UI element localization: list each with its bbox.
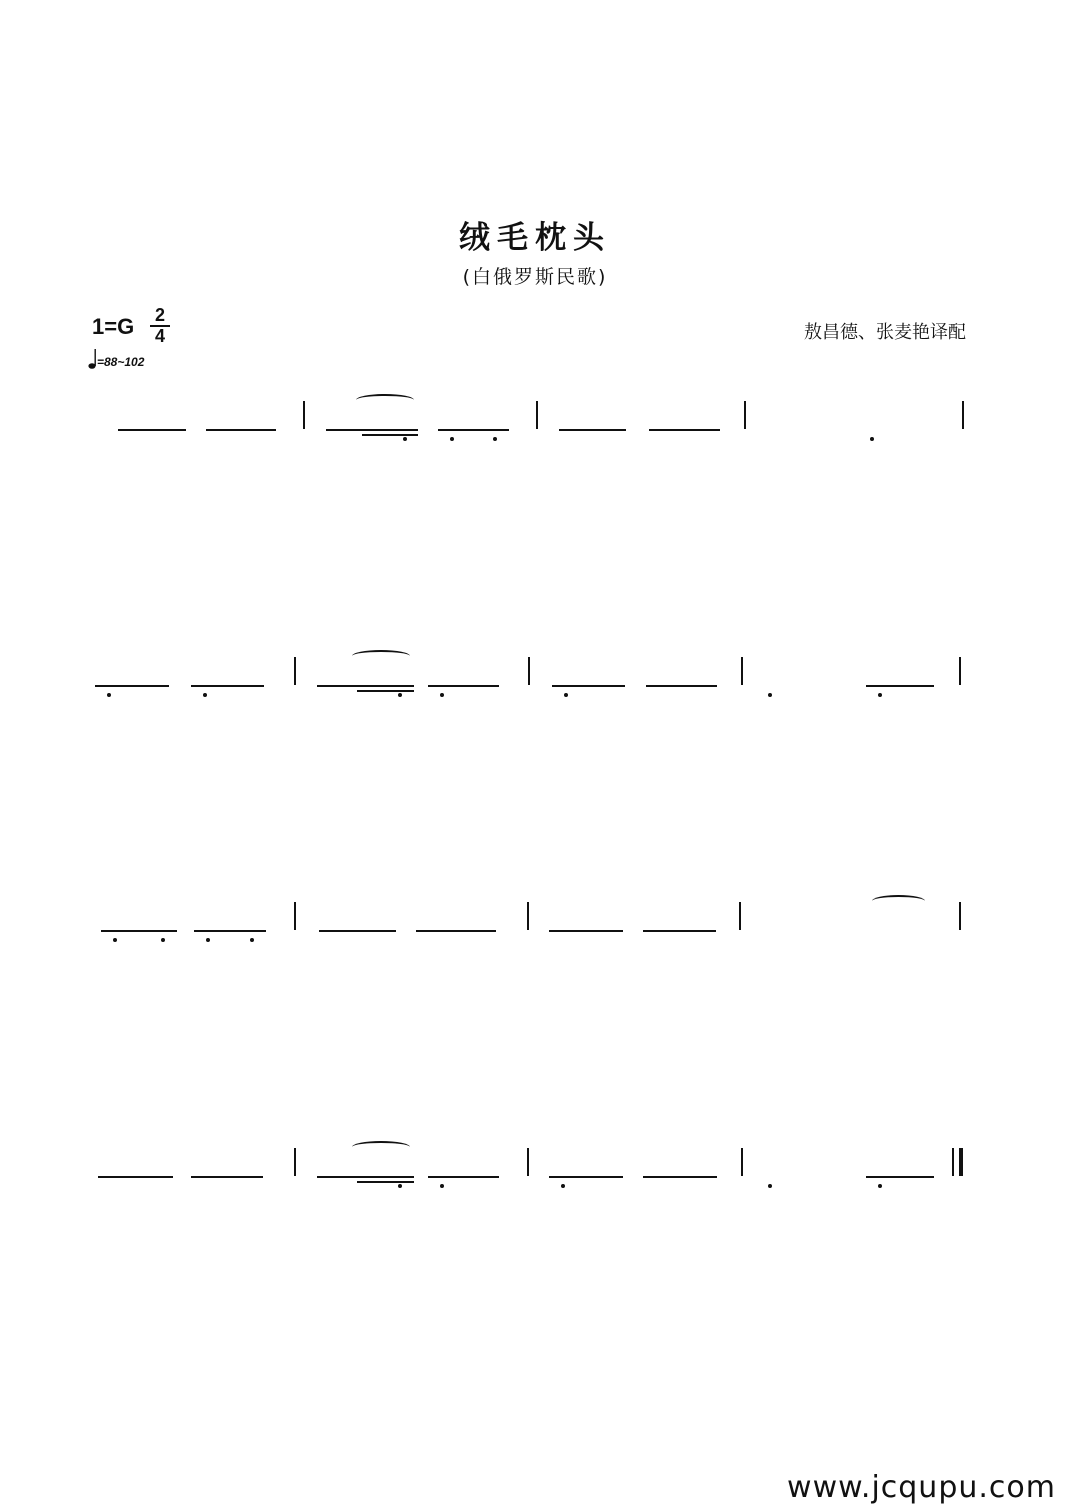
- watermark: www.jcqupu.com: [787, 1470, 1056, 1505]
- eighth-beam: [646, 685, 717, 687]
- barline: [739, 902, 741, 930]
- barline: [528, 657, 530, 685]
- eighth-beam: [428, 1176, 499, 1178]
- song-subtitle: (白俄罗斯民歌): [462, 266, 608, 288]
- tie-slur: [872, 895, 925, 907]
- eighth-beam: [416, 930, 496, 932]
- barline: [527, 902, 529, 930]
- octave-dot: [561, 1184, 565, 1188]
- octave-dot: [403, 437, 407, 441]
- sixteenth-beam: [362, 434, 418, 436]
- sixteenth-beam: [357, 1181, 414, 1183]
- barline: [962, 401, 964, 429]
- octave-dot: [161, 938, 165, 942]
- eighth-beam: [95, 685, 169, 687]
- translator-credit: 敖昌德、张麦艳译配: [804, 322, 966, 343]
- eighth-beam: [552, 685, 625, 687]
- eighth-beam: [428, 685, 499, 687]
- eighth-beam: [319, 930, 396, 932]
- tempo-marking: =88~102: [97, 355, 145, 369]
- eighth-beam: [191, 1176, 263, 1178]
- eighth-beam: [194, 930, 266, 932]
- octave-dot: [113, 938, 117, 942]
- eighth-beam: [317, 685, 414, 687]
- eighth-beam: [549, 1176, 623, 1178]
- octave-dot: [768, 1184, 772, 1188]
- octave-dot: [878, 693, 882, 697]
- octave-dot: [564, 693, 568, 697]
- barline: [959, 657, 961, 685]
- tie-slur: [352, 650, 410, 662]
- octave-dot: [107, 693, 111, 697]
- eighth-beam: [98, 1176, 173, 1178]
- eighth-beam: [549, 930, 623, 932]
- song-title: 绒毛枕头: [459, 220, 611, 256]
- eighth-beam: [438, 429, 509, 431]
- time-signature-top: 2: [154, 305, 165, 325]
- eighth-beam: [643, 930, 716, 932]
- barline: [527, 1148, 529, 1176]
- octave-dot: [398, 693, 402, 697]
- eighth-beam: [206, 429, 276, 431]
- sixteenth-beam: [357, 690, 414, 692]
- eighth-beam: [643, 1176, 717, 1178]
- octave-dot: [450, 437, 454, 441]
- barline: [303, 401, 305, 429]
- octave-dot: [768, 693, 772, 697]
- octave-dot: [398, 1184, 402, 1188]
- eighth-beam: [118, 429, 186, 431]
- eighth-beam: [191, 685, 264, 687]
- octave-dot: [203, 693, 207, 697]
- barline: [536, 401, 538, 429]
- eighth-beam: [866, 685, 934, 687]
- barline: [952, 1148, 954, 1176]
- octave-dot: [250, 938, 254, 942]
- eighth-beam: [101, 930, 177, 932]
- octave-dot: [493, 437, 497, 441]
- barline: [294, 657, 296, 685]
- eighth-beam: [649, 429, 720, 431]
- barline: [741, 1148, 743, 1176]
- time-signature-bottom: 4: [154, 326, 165, 346]
- barline: [294, 902, 296, 930]
- eighth-beam: [559, 429, 626, 431]
- octave-dot: [878, 1184, 882, 1188]
- quarter-note-icon: [88, 348, 96, 370]
- barline: [294, 1148, 296, 1176]
- barline: [744, 401, 746, 429]
- octave-dot: [206, 938, 210, 942]
- barline: [959, 902, 961, 930]
- octave-dot: [440, 1184, 444, 1188]
- key-signature: 1=G: [92, 314, 135, 339]
- tie-slur: [356, 394, 414, 406]
- barline: [741, 657, 743, 685]
- tie-slur: [352, 1141, 410, 1153]
- final-barline: [959, 1148, 963, 1176]
- octave-dot: [440, 693, 444, 697]
- octave-dot: [870, 437, 874, 441]
- time-signature: [150, 307, 170, 345]
- eighth-beam: [317, 1176, 414, 1178]
- eighth-beam: [866, 1176, 934, 1178]
- eighth-beam: [326, 429, 418, 431]
